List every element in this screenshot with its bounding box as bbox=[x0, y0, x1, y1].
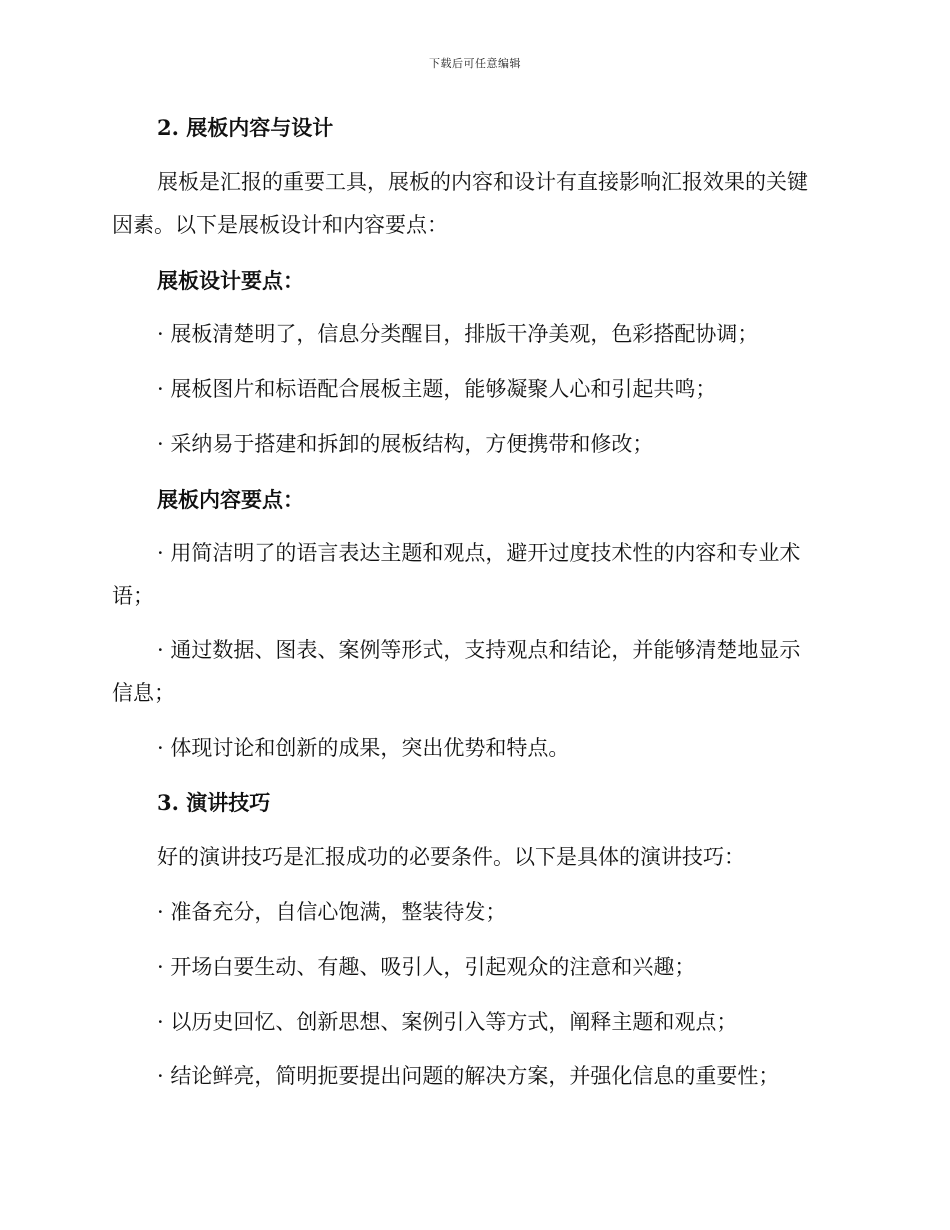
design-points-heading: 展板设计要点： bbox=[157, 268, 304, 293]
content-point-1-line-1: · 用简洁明了的语言表达主题和观点，避开过度技术性的内容和专业术 bbox=[157, 541, 801, 565]
speech-tip-3: · 以历史回忆、创新思想、案例引入等方式，阐释主题和观点； bbox=[157, 1010, 738, 1034]
design-point-2: · 展板图片和标语配合展板主题，能够凝聚人心和引起共鸣； bbox=[157, 377, 717, 401]
design-point-3: · 采纳易于搭建和拆卸的展板结构，方便携带和修改； bbox=[157, 432, 654, 456]
content-points-heading: 展板内容要点： bbox=[157, 487, 304, 512]
section-2-heading: 2. 展板内容与设计 bbox=[157, 115, 334, 140]
speech-tip-4: · 结论鲜亮，简明扼要提出问题的解决方案，并强化信息的重要性； bbox=[157, 1064, 780, 1088]
header-note: 下载后可任意编辑 bbox=[429, 57, 521, 70]
section-2-intro-line-2: 因素。以下是展板设计和内容要点： bbox=[112, 213, 448, 237]
speech-tip-1: · 准备充分，自信心饱满，整装待发； bbox=[157, 900, 507, 924]
section-3-intro: 好的演讲技巧是汇报成功的必要条件。以下是具体的演讲技巧： bbox=[157, 845, 745, 869]
section-3-heading: 3. 演讲技巧 bbox=[157, 790, 271, 815]
section-2-intro-line-1: 展板是汇报的重要工具，展板的内容和设计有直接影响汇报效果的关键 bbox=[157, 170, 808, 194]
design-point-1: · 展板清楚明了，信息分类醒目，排版干净美观，色彩搭配协调； bbox=[157, 322, 759, 346]
content-point-2-line-2: 信息； bbox=[112, 681, 175, 705]
content-point-3: · 体现讨论和创新的成果，突出优势和特点。 bbox=[157, 736, 570, 760]
speech-tip-2: · 开场白要生动、有趣、吸引人，引起观众的注意和兴趣； bbox=[157, 955, 696, 979]
content-point-1-line-2: 语； bbox=[112, 584, 154, 608]
content-point-2-line-1: · 通过数据、图表、案例等形式，支持观点和结论，并能够清楚地显示 bbox=[157, 638, 801, 662]
